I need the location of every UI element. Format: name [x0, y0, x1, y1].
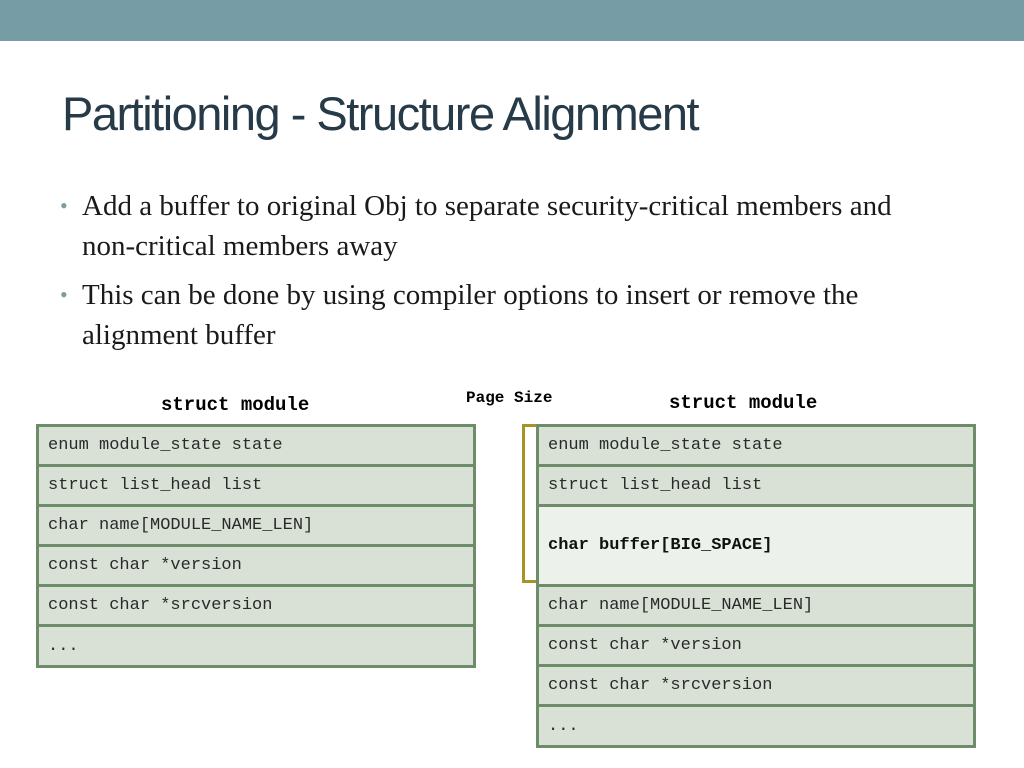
- bullet-text: This can be done by using compiler options to insert or remove the alignment buffer: [82, 279, 859, 351]
- struct-field-row: char name[MODULE_NAME_LEN]: [39, 507, 473, 547]
- right-struct-box: [536, 424, 976, 748]
- top-accent-bar: [0, 0, 1024, 41]
- slide-title: Partitioning - Structure Alignment: [62, 87, 699, 140]
- bullet-text: Add a buffer to original Obj to separate security-critical members and non-critical members away: [82, 190, 892, 262]
- left-struct-title: struct module: [161, 394, 310, 416]
- struct-field-row: char name[MODULE_NAME_LEN]: [539, 587, 973, 627]
- struct-field-row: const char *version: [539, 627, 973, 667]
- struct-field-row: enum module_state state: [539, 427, 973, 467]
- struct-field-row: struct list_head list: [39, 467, 473, 507]
- struct-field-row: ...: [48, 636, 79, 656]
- struct-field-row: struct list_head list: [539, 467, 973, 507]
- struct-field-row: const char *srcversion: [539, 667, 973, 707]
- struct-field-row: enum module_state state: [39, 427, 473, 467]
- bullet-list: [58, 186, 918, 364]
- right-struct-title: struct module: [669, 392, 818, 414]
- struct-field-row: const char *srcversion: [39, 587, 473, 627]
- bullet-item: [58, 186, 918, 266]
- bullet-dot-icon: •: [60, 282, 68, 307]
- left-struct-box: [36, 424, 476, 668]
- struct-field-row: const char *version: [39, 547, 473, 587]
- page-size-bracket: [522, 424, 536, 583]
- bullet-item: [58, 275, 918, 355]
- struct-field-row: ...: [548, 716, 579, 736]
- buffer-field-row: char buffer[BIG_SPACE]: [539, 507, 973, 587]
- bullet-dot-icon: •: [60, 193, 68, 218]
- page-size-label: Page Size: [466, 389, 553, 407]
